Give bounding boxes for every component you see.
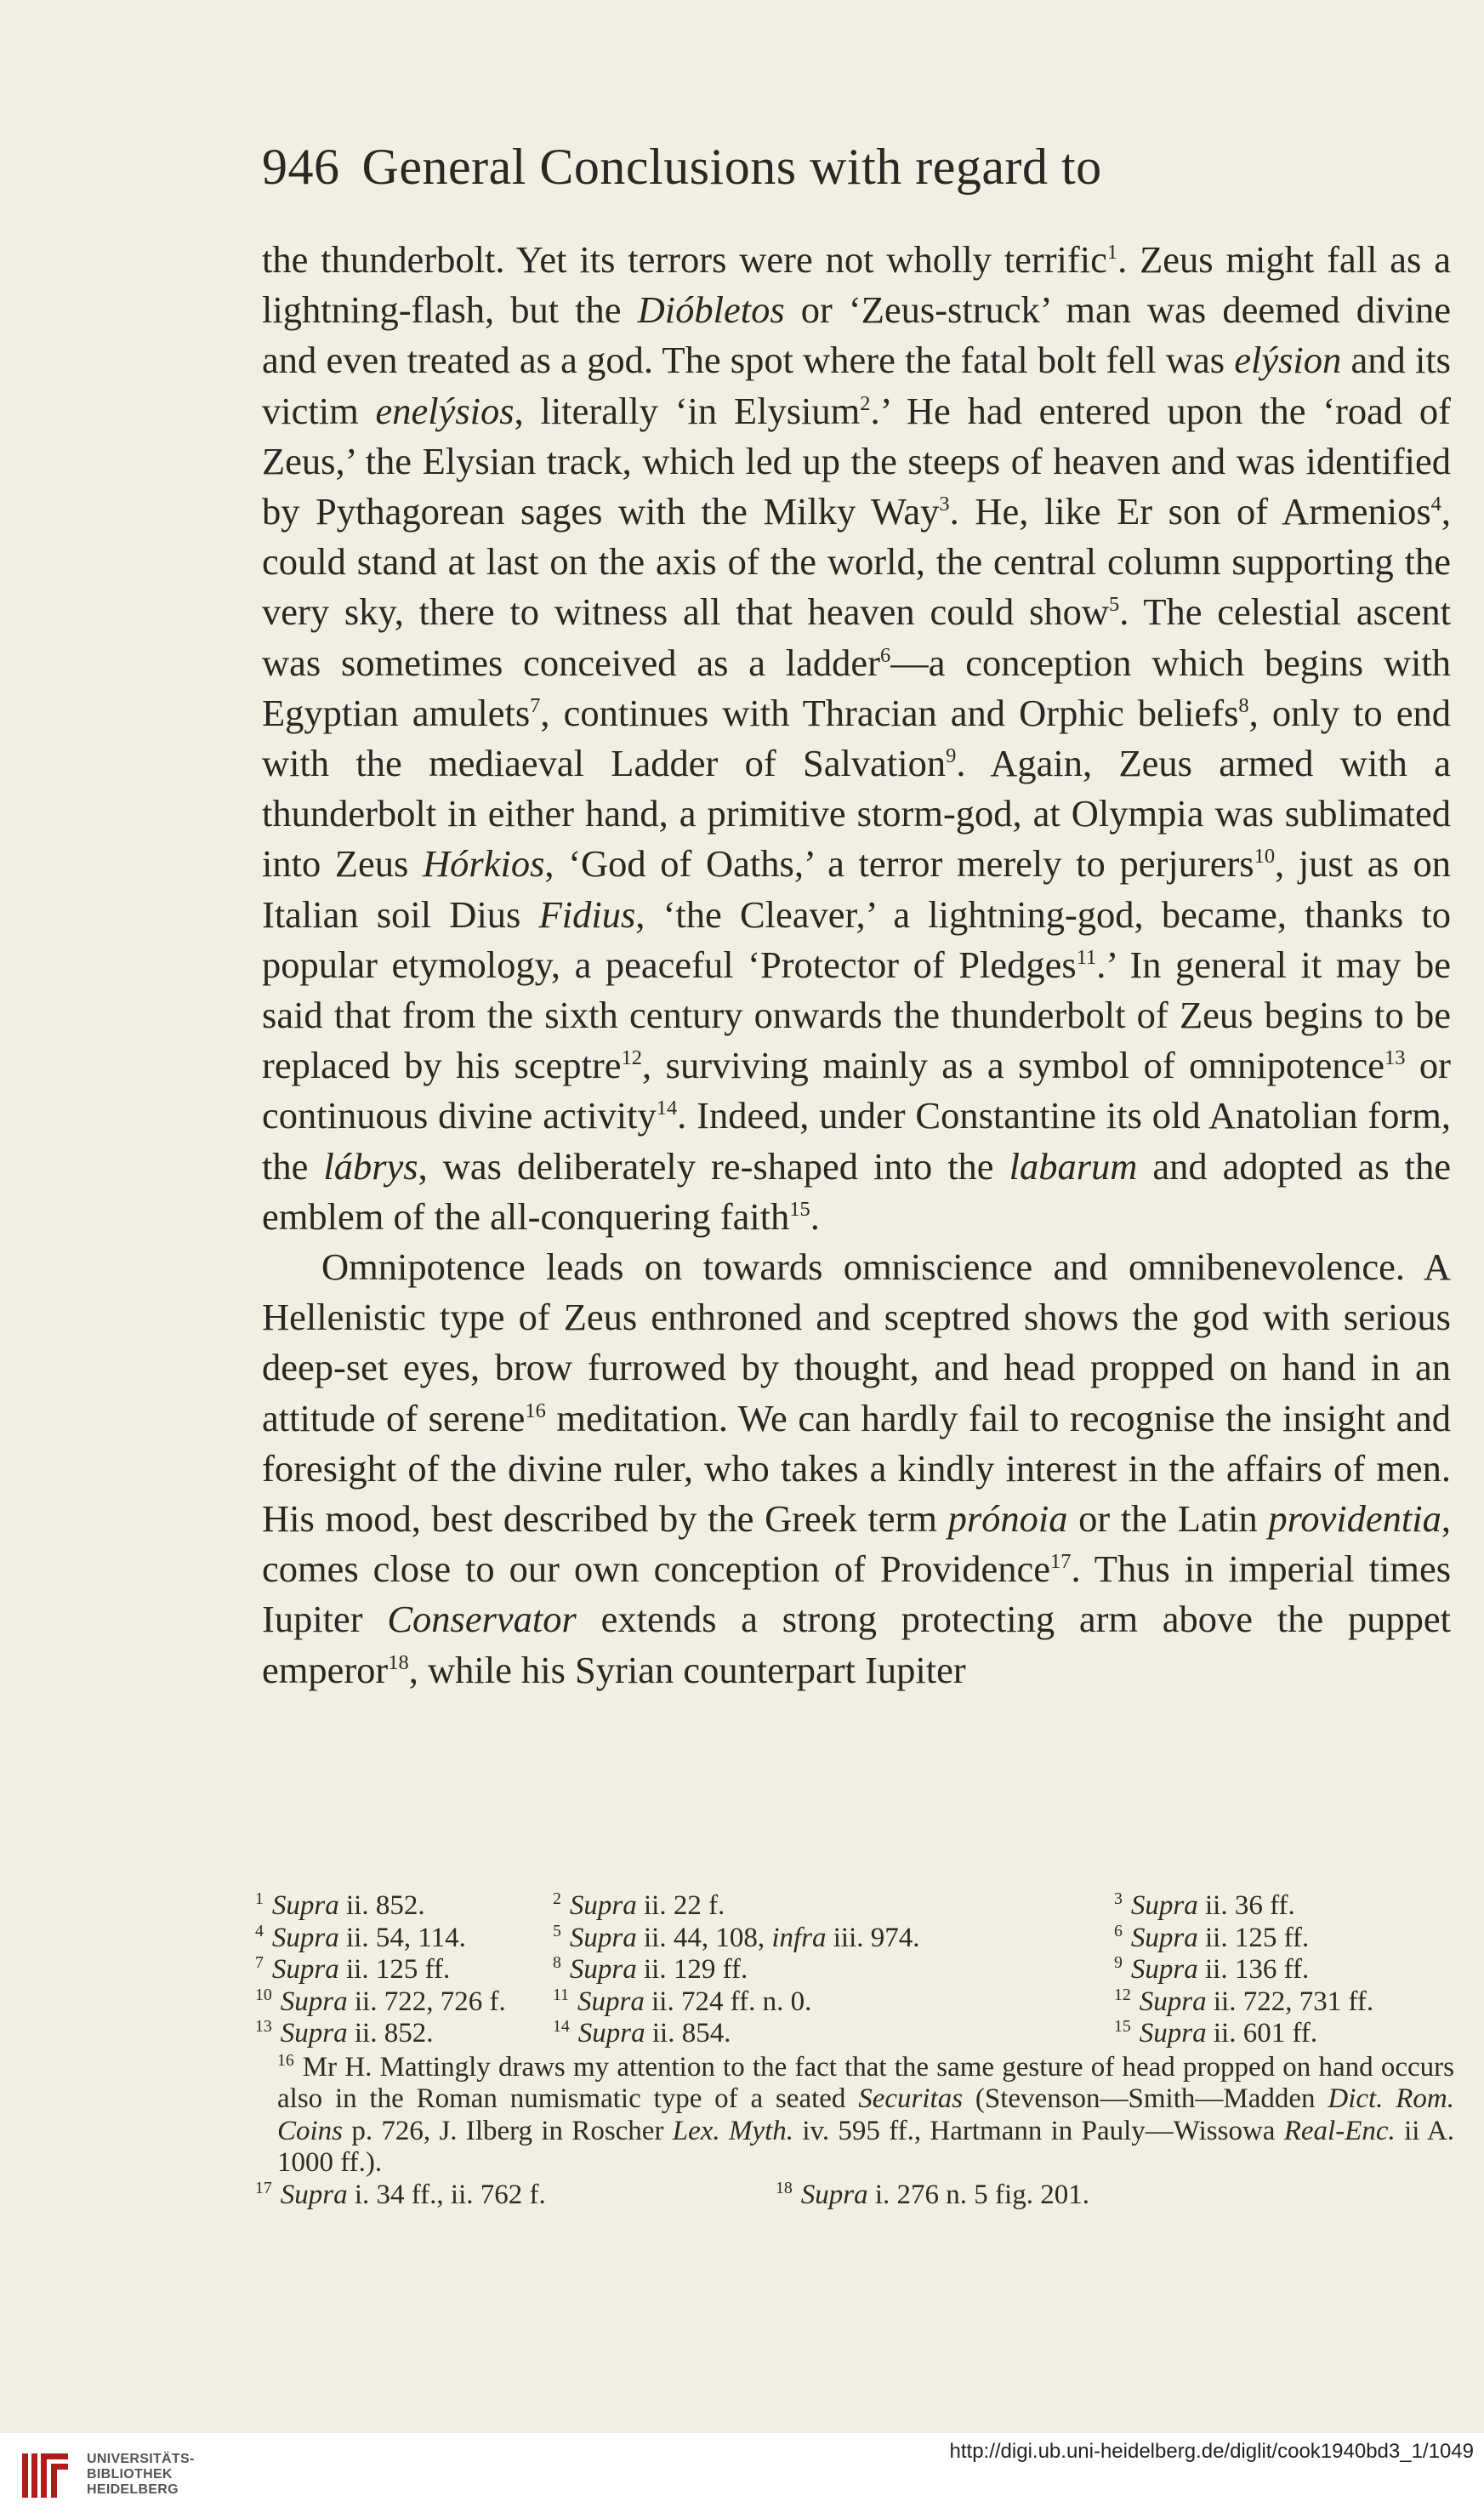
paragraph-2 <box>262 1242 1451 1695</box>
footnote-number: 11 <box>553 1985 570 2004</box>
footnote-text: p. 726, J. Ilberg in Roscher <box>343 2115 673 2146</box>
footnote-number: 3 <box>1114 1889 1123 1908</box>
text-run: .’ In general it may be said that from the sixth century onwards the thunderbolt of Zeus begins to be replaced by his sceptre <box>262 943 1451 1087</box>
footnote-number: 13 <box>255 2017 272 2036</box>
footnote-ref: 3 <box>939 493 950 516</box>
footnote-17 <box>255 2180 776 2212</box>
footnote-ref-word: Supra <box>569 1954 637 1985</box>
footnote-18 <box>776 2180 1371 2212</box>
footnote-ref-word: Supra <box>1130 1922 1198 1953</box>
italic-term: Hórkios <box>423 842 545 886</box>
text-run: . <box>810 1194 820 1238</box>
italic-term: providentia <box>1268 1497 1441 1541</box>
footnote-number: 16 <box>277 2050 294 2070</box>
footnote-ref-word: Supra <box>280 1986 348 2017</box>
footnote-text: i. 34 ff., ii. 762 f. <box>347 2179 546 2210</box>
footnote-text: ii. 54, 114. <box>338 1922 466 1953</box>
footnote-number: 15 <box>1114 2017 1131 2036</box>
footnote-11 <box>553 1986 1114 2019</box>
italic-term: lábrys <box>323 1144 418 1188</box>
footnote-text: (Stevenson—Smith—Madden <box>963 2083 1328 2114</box>
footnote-number: 12 <box>1114 1985 1131 2004</box>
footnote-ref-word: Supra <box>1139 2018 1207 2049</box>
italic-term: enelýsios <box>375 389 515 432</box>
text-run: or the Latin <box>1067 1497 1269 1541</box>
text-run: . Indeed, under Constantine its old Anatolian form, the <box>262 1094 1451 1188</box>
text-run: . He, like Er son of Armenios <box>949 490 1431 533</box>
footnote-12 <box>1114 1986 1454 2019</box>
footnote-text: ii. 852. <box>338 1890 425 1921</box>
footnote-ref: 11 <box>1076 946 1097 970</box>
footnote-6 <box>1114 1923 1454 1955</box>
running-header <box>262 138 1316 197</box>
footnote-text: ii A. 1000 ff.). <box>277 2115 1454 2178</box>
footnote-ref-word: Supra <box>280 2179 348 2210</box>
footnote-number: 4 <box>255 1921 264 1940</box>
text-run: . Thus in imperial times Iupiter <box>262 1547 1452 1641</box>
footnote-number: 7 <box>255 1953 264 1972</box>
footnote-number: 10 <box>255 1985 272 2004</box>
footnote-number: 17 <box>255 2178 272 2197</box>
footnote-number: 14 <box>553 2017 570 2036</box>
footnote-number: 18 <box>776 2178 793 2197</box>
italic-term: Fidius <box>538 892 636 936</box>
text-run: and its victim <box>262 339 1451 432</box>
footnote-16 <box>255 2052 1454 2180</box>
footnote-text: ii. 22 f. <box>636 1890 725 1921</box>
footnote-ref: 7 <box>530 694 541 717</box>
footnote-ref: 13 <box>1384 1046 1406 1070</box>
footnote-8 <box>553 1954 1114 1986</box>
footnote-number: 5 <box>553 1921 561 1940</box>
italic-term: labarum <box>1009 1144 1138 1188</box>
footnote-ref-word: Supra <box>1139 1986 1207 2017</box>
footnote-13 <box>255 2018 553 2050</box>
footnote-ref-word: Supra <box>577 2018 645 2049</box>
footnote-text: ii. 722, 726 f. <box>347 1986 506 2017</box>
footnote-ref: 5 <box>1109 593 1120 617</box>
footnote-text: ii. 36 ff. <box>1197 1890 1295 1921</box>
footnote-ref: 2 <box>860 391 871 415</box>
footnote-ref: 8 <box>1238 694 1249 717</box>
footnote-text: ii. 44, 108, <box>636 1922 772 1953</box>
footnote-text: ii. 724 ff. n. 0. <box>644 1986 812 2017</box>
paragraph-1 <box>262 235 1451 1242</box>
italic-term: elýsion <box>1234 339 1342 382</box>
italic-term: Conservator <box>387 1598 577 1641</box>
footnote-ref-word: Supra <box>271 1922 339 1953</box>
digitization-footer <box>0 2433 1484 2513</box>
footnote-ref-word: Supra <box>280 2018 348 2049</box>
text-run: , surviving mainly as a symbol of omnipotence <box>642 1044 1384 1087</box>
footnote-2 <box>553 1890 1114 1923</box>
italic-term: Real-Enc. <box>1283 2115 1396 2146</box>
footnote-ref: 18 <box>388 1650 409 1674</box>
library-name <box>87 2452 195 2498</box>
text-run: , continues with Thracian and Orphic beliefs <box>540 691 1239 734</box>
library-name-line: UNIVERSITÄTS- <box>87 2452 195 2466</box>
text-run: —a conception which begins with Egyptian amulets <box>262 641 1451 734</box>
footnote-ref: 6 <box>879 643 891 667</box>
footnote-number: 8 <box>553 1953 561 1972</box>
footnote-10 <box>255 1986 553 2019</box>
text-run: meditation. We can hardly fail to recognise the insight and foresight of the divine ruler, who takes a kindly interest in the affairs of men. His mood, best described by the Greek term <box>262 1396 1451 1541</box>
footnote-text: ii. 129 ff. <box>636 1954 748 1985</box>
footnotes <box>255 1890 1454 2211</box>
text-run: or ‘Zeus-struck’ man was deemed divine and even treated as a god. The spot where the fatal bolt fell was <box>262 288 1451 382</box>
footnote-ref-word: Supra <box>577 1986 645 2017</box>
footnote-ref-word: infra <box>771 1922 827 1953</box>
footnote-ref-word: Supra <box>800 2179 868 2210</box>
italic-term: prónoia <box>947 1497 1068 1541</box>
footnote-14 <box>553 2018 1114 2050</box>
footnote-text: iii. 974. <box>826 1922 920 1953</box>
footnote-1 <box>255 1890 553 1923</box>
footnote-number: 1 <box>255 1889 264 1908</box>
page-number: 946 <box>262 139 340 195</box>
text-run: , only to end with the mediaeval Ladder of Salvation <box>262 691 1451 785</box>
italic-term: Dict. Rom. Coins <box>277 2083 1454 2146</box>
text-run: . The celestial ascent was sometimes conceived as a ladder <box>262 590 1452 684</box>
italic-term: Dióbletos <box>637 288 785 332</box>
text-run: the thunderbolt. Yet its terrors were not wholly terrific <box>262 238 1107 281</box>
footnote-text: ii. 852. <box>347 2018 434 2049</box>
footnote-ref: 15 <box>789 1198 810 1222</box>
text-run: Omnipotence leads on towards omniscience and omnibenevolence. A Hellenistic type of Zeus enthroned and sceptred shows the god with serious deep-set eyes, brow furrowed by thought, and head propped on hand in an attitude of serene <box>262 1245 1451 1439</box>
italic-term: Lex. Myth. <box>672 2115 794 2146</box>
text-run: . Zeus might fall as a lightning-flash, but the <box>262 238 1451 332</box>
footnote-ref: 4 <box>1430 493 1441 516</box>
footnote-number: 6 <box>1114 1921 1123 1940</box>
footnote-ref: 16 <box>525 1399 546 1422</box>
text-run: . Again, Zeus armed with a thunderbolt in either hand, a primitive storm-god, at Olympia was sublimated into Zeus <box>262 742 1451 886</box>
footnote-ref: 1 <box>1106 241 1118 265</box>
library-name-line: BIBLIOTHEK <box>87 2467 173 2482</box>
footnote-text: ii. 854. <box>645 2018 731 2049</box>
text-run: , ‘God of Oaths,’ a terror merely to perjurers <box>544 842 1254 886</box>
footnote-row-last <box>255 2180 1454 2212</box>
italic-term: Securitas <box>858 2083 964 2114</box>
text-run: , just as on Italian soil Dius <box>262 842 1451 936</box>
footnote-7 <box>255 1954 553 1986</box>
footnote-ref-word: Supra <box>271 1890 339 1921</box>
footnote-ref: 17 <box>1050 1550 1072 1574</box>
text-run: , literally ‘in Elysium <box>514 389 861 432</box>
text-run: extends a strong protecting arm above the puppet emperor <box>262 1598 1451 1691</box>
footnote-ref-word: Supra <box>569 1922 637 1953</box>
footnote-text: ii. 136 ff. <box>1197 1954 1310 1985</box>
footnote-text: ii. 125 ff. <box>1197 1922 1310 1953</box>
text-run: .’ He had entered upon the ‘road of Zeus,’ the Elysian track, which led up the steeps of heaven and was identified by Pythagorean sages with the Milky Way <box>262 389 1451 533</box>
footnote-3 <box>1114 1890 1454 1923</box>
footnote-text: ii. 601 ff. <box>1206 2018 1318 2049</box>
body-text <box>262 235 1451 1695</box>
text-run: , ‘the Cleaver,’ a lightning-god, became, thanks to popular etymology, a peaceful ‘Protector of Pledges <box>262 892 1451 986</box>
permalink-url[interactable]: http://digi.ub.uni-heidelberg.de/diglit/cook1940bd3_1/1049 <box>949 2440 1474 2463</box>
text-run: , comes close to our own conception of Providence <box>262 1497 1451 1591</box>
footnote-grid <box>255 1890 1454 2050</box>
footnote-number: 9 <box>1114 1953 1123 1972</box>
footnote-text: ii. 125 ff. <box>338 1954 451 1985</box>
footnote-text: iv. 595 ff., Hartmann in Pauly—Wissowa <box>793 2115 1284 2146</box>
text-run: , while his Syrian counterpart Iupiter <box>408 1648 966 1691</box>
footnote-text: ii. 722, 731 ff. <box>1206 1986 1374 2017</box>
footnote-ref: 12 <box>621 1046 643 1070</box>
footnote-ref-word: Supra <box>569 1890 637 1921</box>
footnote-ref-word: Supra <box>271 1954 339 1985</box>
footnote-4 <box>255 1923 553 1955</box>
footnote-ref: 9 <box>946 744 957 768</box>
text-run: or continuous divine activity <box>262 1044 1451 1137</box>
footnote-ref-word: Supra <box>1130 1890 1198 1921</box>
footnote-ref-word: Supra <box>1130 1954 1198 1985</box>
footnote-text: i. 276 n. 5 fig. 201. <box>867 2179 1089 2210</box>
library-logo-icon <box>17 2445 77 2504</box>
footnote-9 <box>1114 1954 1454 1986</box>
running-title: General Conclusions with regard to <box>361 139 1102 195</box>
footnote-text: Mr H. Mattingly draws my attention to the fact that the same gesture of head propped on hand occurs also in the Roman numismatic type of a seated <box>277 2051 1454 2114</box>
text-run: and adopted as the emblem of the all-conquering faith <box>262 1144 1451 1238</box>
library-name-line: HEIDELBERG <box>87 2482 179 2497</box>
footnote-15 <box>1114 2018 1454 2050</box>
footnote-number: 2 <box>553 1889 561 1908</box>
footnote-ref: 14 <box>656 1097 678 1120</box>
footnote-5 <box>553 1923 1114 1955</box>
text-run: , could stand at last on the axis of the world, the central column supporting the very sky, there to witness all that heaven could show <box>262 490 1451 634</box>
text-run: , was deliberately re-shaped into the <box>418 1144 1009 1188</box>
footnote-ref: 10 <box>1254 845 1276 869</box>
